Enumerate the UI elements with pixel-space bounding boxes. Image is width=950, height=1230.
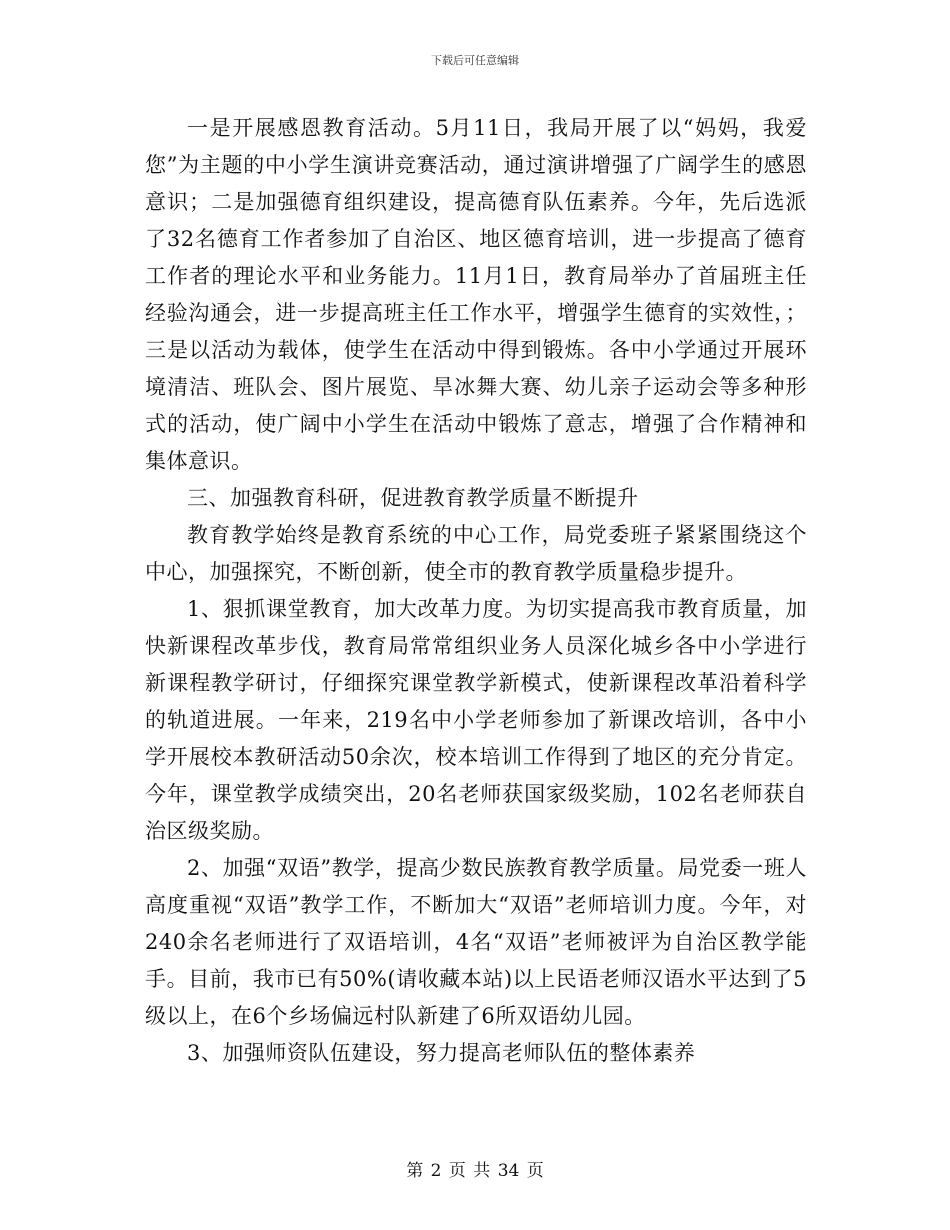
paragraph-bilingual-teaching: 2、加强“双语”教学，提高少数民族教育教学质量。局党委一班人高度重视“双语”教学工作，不断加大“双语”老师培训力度。今年，对240余名老师进行了双语培训，4名“双语”老师被评为自治区教学能手。目前，我市已有50%(请收藏本站)以上民语老师汉语水平达到了5级以上，在6个乡场偏远村队新建了6所双语幼儿园。 <box>145 856 807 1028</box>
section-heading-research: 三、加强教育科研，促进教育教学质量不断提升 <box>187 486 639 510</box>
page-footer: 第 2 页 共 34 页 <box>406 1161 544 1181</box>
paragraph-teaching-center: 教育教学始终是教育系统的中心工作，局党委班子紧紧围绕这个中心，加强探究，不断创新，使全市的教育教学质量稳步提升。 <box>145 523 807 584</box>
paragraph-moral-education: 一是开展感恩教育活动。5月11日，我局开展了以“妈妈，我爱您”为主题的中小学生演讲竞赛活动，通过演讲增强了广阔学生的感恩意识；二是加强德育组织建设，提高德育队伍素养。今年，先后选派了32名德育工作者参加了自治区、地区德育培训，进一步提高了德育工作者的理论水平和业务能力。11月1日，教育局举办了首届班主任经验沟通会，进一步提高班主任工作水平，增强学生德育的实效性，；三是以活动为载体，使学生在活动中得到锻炼。各中小学通过开展环境清洁、班队会、图片展览、旱冰舞大赛、幼儿亲子运动会等多种形式的活动，使广阔中小学生在活动中锻炼了意志，增强了合作精神和集体意识。 <box>145 116 807 473</box>
page-header: 下载后可任意编辑 <box>431 54 519 67</box>
paragraph-classroom-reform: 1、狠抓课堂教育，加大改革力度。为切实提高我市教育质量，加快新课程改革步伐，教育局常常组织业务人员深化城乡各中小学进行新课程教学研讨，仔细探究课堂教学新模式，使新课程改革沿着科学的轨道进展。一年来，219名中小学老师参加了新课改培训，各中小学开展校本教研活动50余次，校本培训工作得到了地区的充分肯定。今年，课堂教学成绩突出，20名老师获国家级奖励，102名老师获自治区级奖励。 <box>145 597 807 843</box>
document-body <box>145 110 807 1072</box>
paragraph-teacher-team: 3、加强师资队伍建设，努力提高老师队伍的整体素养 <box>187 1041 696 1065</box>
